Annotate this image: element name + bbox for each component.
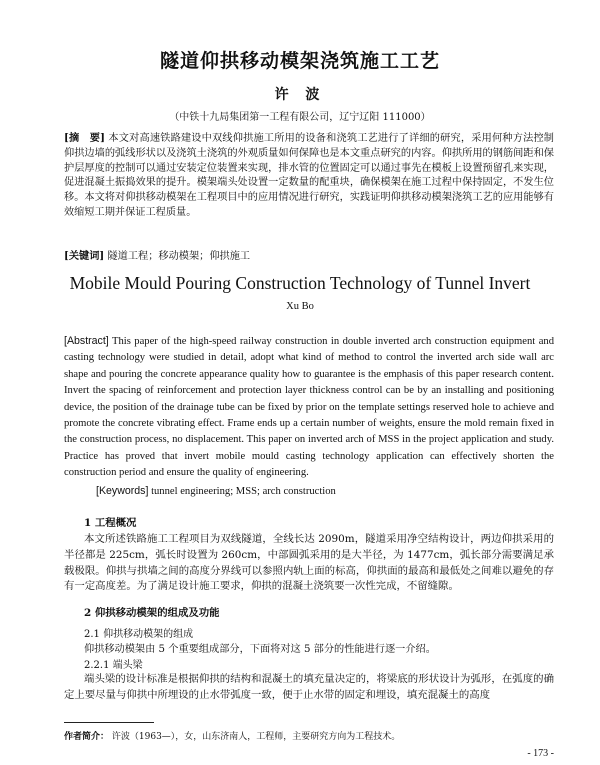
abstract-en-text: This paper of the high-speed railway construction in double inverted arch construction equipment and casting technology were studied in detail, adopt what kind of method to control the inverted arch side wall arc shape and pouring the concrete appearance quality how to guarantee is the emphasis of this paper research content. Invert the spacing of reinforcement and protection layer thickness control can be by an installing and positioning device, the position of the drainage tube can be fixed by prior on the template settings reserved hole to achieve and promote the concrete vibrating effect. Frame ends up a certain number of weights, ensure the mold remain fixed in the construction process, no displacement. This paper on inverted arch of MSS in the project application and study. Practice has proved that invert mobile mould casting technology application can effectively shorten the construction period and ensure the quality of engineering.: [64, 336, 554, 479]
keywords-en-label: [Keywords]: [96, 485, 149, 497]
author-name-cn: 许 波: [274, 87, 326, 103]
section-2-1-heading: 2.1 仰拱移动模架的组成: [84, 629, 194, 640]
section-2-2-1-heading: 2.2.1 端头梁: [84, 660, 143, 671]
abstract-cn-label: [摘 要]: [64, 132, 105, 144]
paper-title-cn: 隧道仰拱移动模架浇筑施工工艺: [159, 50, 440, 72]
author-footnote: [64, 729, 400, 742]
affiliation-cn: （中铁十九局集团第一工程有限公司，辽宁辽阳 111000）: [169, 112, 431, 123]
section-2-2-1-paragraph: 端头梁的设计标准是根据仰拱的结构和混凝土的填充量决定的，将梁底的形状设计为弧形，在弧度的确定上要尽量与仰拱中所埋设的止水带弧度一致，便于止水带的固定和埋设，填充混凝土的高度: [64, 673, 554, 701]
page-number: - 173 -: [527, 748, 554, 759]
paper-title-en: Mobile Mould Pouring Construction Technology of Tunnel Invert: [69, 273, 531, 293]
keywords-cn-label: [关键词]: [64, 250, 105, 262]
section-2-1-paragraph: 仰拱移动模架由 5 个重要组成部分，下面将对这 5 部分的性能进行逐一介绍。: [84, 644, 436, 655]
section-1-heading: 1 工程概况: [84, 517, 137, 529]
keywords-cn: [64, 247, 554, 262]
keywords-cn-text: 隧道工程；移动模架；仰拱施工: [107, 251, 251, 262]
section-1-paragraph: 本文所述铁路施工工程项目为双线隧道，全线长达 2090m，隧道采用净空结构设计，两边仰拱采用的半径都是 225cm，弧长时设置为 260cm，中部圆弧采用的是大半径，为 1477cm，弧长部分需要满足承载极限。仰拱与拱墙之间的高度分界线可以参照内轨上面的标高，仰拱面的最高和最低处之间难以避免的存有一定高度差。为了满足设计施工要求，仰拱的混凝土浇筑要一次性完成，不留缝隙。: [64, 533, 554, 593]
abstract-en-label: [Abstract]: [64, 335, 109, 347]
abstract-en: [64, 333, 554, 482]
footnote-text: 许波（1963—），女，山东济南人，工程师，主要研究方向为工程技术。: [111, 732, 401, 742]
abstract-cn-text: 本文对高速铁路建设中双线仰拱施工所用的设备和浇筑工艺进行了详细的研究，采用何种方法控制仰拱边墙的弧线形状以及浇筑土浇筑的外观质量如何保障也是本文重点研究的内容。仰拱所用的钢筋间距和保护层厚度的控制可以通过安装定位装置来实现，排水管的位置固定可以通过事先在模板上设置预留孔来实现，促进混凝土振捣效果的提升。模架端头处设置一定数量的配重块，确保模架在施工过程中保持固定，不发生位移。本文将对仰拱移动模架在工程项目中的应用情况进行研究，实践证明仰拱移动模架浇筑工艺的应用能够有效缩短工期并保证工程质量。: [64, 133, 554, 218]
section-2-heading: 2 仰拱移动模架的组成及功能: [84, 607, 220, 619]
abstract-cn: [64, 131, 554, 221]
keywords-en-text: tunnel engineering; MSS; arch construction: [151, 486, 336, 497]
author-name-en: Xu Bo: [286, 301, 314, 312]
keywords-en: [96, 485, 554, 497]
footnote-divider: [64, 722, 154, 723]
footnote-label: 作者简介：: [64, 732, 110, 742]
